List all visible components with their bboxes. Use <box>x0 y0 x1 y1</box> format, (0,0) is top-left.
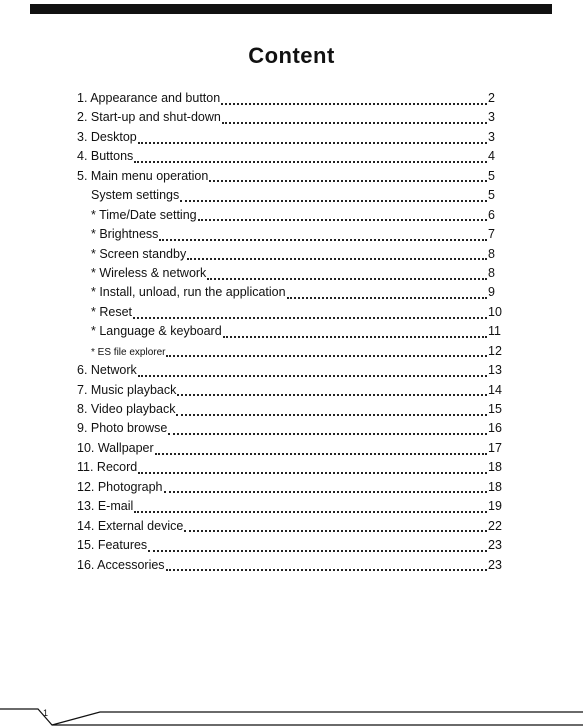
toc-entry-label: 12. Photograph <box>77 479 163 494</box>
toc-entry-label: * Screen standby <box>91 246 187 261</box>
toc-leader-dots <box>138 472 487 474</box>
toc-entry-label: 13. E-mail <box>77 499 134 514</box>
toc-leader-dots <box>138 375 487 377</box>
toc-leader-dots <box>166 569 487 571</box>
toc-entry[interactable] <box>77 517 504 536</box>
toc-entry-page: 14 <box>488 382 502 397</box>
toc-entry-page: 3 <box>488 110 495 125</box>
table-of-contents <box>77 89 504 575</box>
toc-subentry[interactable] <box>77 186 504 205</box>
page-title: Content <box>248 43 335 68</box>
toc-entry-page: 22 <box>488 518 502 533</box>
toc-subentry[interactable] <box>77 264 504 283</box>
toc-entry-label: 4. Buttons <box>77 149 134 164</box>
toc-entry-page: 18 <box>488 460 502 475</box>
toc-leader-dots <box>184 530 487 532</box>
toc-entry[interactable] <box>77 556 504 575</box>
toc-subentry[interactable] <box>77 245 504 264</box>
toc-leader-dots <box>133 317 487 319</box>
page-number: 1 <box>43 708 49 718</box>
toc-leader-dots <box>134 161 487 163</box>
toc-entry-label: 3. Desktop <box>77 129 137 144</box>
header-rule <box>30 4 552 14</box>
toc-entry-label: * Install, unload, run the application <box>91 285 286 300</box>
toc-entry-label: * Time/Date setting <box>91 207 197 222</box>
toc-entry-page: 23 <box>488 538 502 553</box>
toc-subentry[interactable] <box>77 303 504 322</box>
toc-leader-dots <box>166 355 487 357</box>
toc-entry[interactable] <box>77 497 504 516</box>
toc-leader-dots <box>148 550 487 552</box>
toc-entry-page: 13 <box>488 363 502 378</box>
toc-leader-dots <box>155 453 487 455</box>
footer-rule <box>0 700 583 727</box>
toc-entry-label: * Brightness <box>91 227 159 242</box>
toc-entry-page: 12 <box>488 343 502 358</box>
toc-leader-dots <box>287 297 487 299</box>
toc-entry-page: 15 <box>488 402 502 416</box>
toc-subentry[interactable] <box>77 225 504 244</box>
toc-entry-label: * Wireless & network <box>91 265 207 280</box>
toc-entry[interactable] <box>77 147 504 166</box>
toc-entry[interactable] <box>77 167 504 186</box>
toc-leader-dots <box>198 219 487 221</box>
toc-leader-dots <box>177 394 487 396</box>
toc-entry[interactable] <box>77 458 504 477</box>
toc-entry-label: 1. Appearance and button <box>77 91 221 105</box>
toc-leader-dots <box>207 278 487 280</box>
toc-entry-label: * ES file explorer <box>91 346 166 358</box>
toc-entry-label: 2. Start-up and shut-down <box>77 110 221 125</box>
toc-entry[interactable] <box>77 536 504 555</box>
toc-entry-label: 7. Music playback <box>77 382 177 397</box>
toc-entry-page: 4 <box>488 149 495 164</box>
toc-entry[interactable] <box>77 478 504 497</box>
toc-entry-page: 16 <box>488 421 502 436</box>
toc-entry-page: 10 <box>488 304 502 319</box>
toc-entry-label: 8. Video playback <box>77 402 176 416</box>
toc-leader-dots <box>221 103 487 105</box>
toc-entry-page: 7 <box>488 227 495 242</box>
toc-entry[interactable] <box>77 89 504 108</box>
toc-entry-page: 18 <box>488 479 502 494</box>
toc-leader-dots <box>159 239 487 241</box>
toc-leader-dots <box>180 200 487 202</box>
toc-entry[interactable] <box>77 128 504 147</box>
toc-leader-dots <box>187 258 487 260</box>
toc-entry-page: 8 <box>488 246 495 261</box>
toc-subentry[interactable] <box>77 283 504 302</box>
toc-entry[interactable] <box>77 419 504 438</box>
toc-entry[interactable] <box>77 381 504 400</box>
toc-subentry[interactable] <box>77 322 504 341</box>
toc-entry-page: 19 <box>488 499 502 514</box>
toc-entry-page: 3 <box>488 129 495 144</box>
toc-entry-page: 8 <box>488 265 495 280</box>
toc-leader-dots <box>222 122 487 124</box>
toc-entry[interactable] <box>77 439 504 458</box>
toc-entry-label: 14. External device <box>77 518 184 533</box>
toc-subentry[interactable] <box>77 342 504 361</box>
toc-entry[interactable] <box>77 361 504 380</box>
toc-leader-dots <box>134 511 487 513</box>
toc-entry[interactable] <box>77 400 504 419</box>
toc-entry-label: 11. Record <box>77 460 138 475</box>
toc-entry-label: System settings <box>91 188 180 203</box>
toc-leader-dots <box>209 180 487 182</box>
toc-entry-label: * Language & keyboard <box>91 324 222 339</box>
toc-entry-label: 10. Wallpaper <box>77 440 154 455</box>
toc-subentry[interactable] <box>77 206 504 225</box>
toc-entry-page: 23 <box>488 557 502 572</box>
toc-entry-label: 16. Accessories <box>77 557 165 572</box>
toc-entry-label: 6. Network <box>77 363 137 378</box>
toc-entry-page: 17 <box>488 440 502 455</box>
toc-entry-page: 6 <box>488 207 495 222</box>
toc-entry-page: 5 <box>488 168 495 183</box>
toc-entry-page: 5 <box>488 188 495 203</box>
toc-entry-label: 9. Photo browse <box>77 421 168 436</box>
toc-leader-dots <box>176 414 487 416</box>
toc-entry-label: 15. Features <box>77 538 148 553</box>
toc-leader-dots <box>223 336 487 338</box>
toc-entry-label: * Reset <box>91 304 132 319</box>
toc-leader-dots <box>168 433 487 435</box>
toc-entry-page: 2 <box>488 91 495 105</box>
toc-entry[interactable] <box>77 108 504 127</box>
toc-leader-dots <box>164 491 488 493</box>
toc-entry-page: 9 <box>488 285 495 300</box>
toc-entry-label: 5. Main menu operation <box>77 168 209 183</box>
toc-leader-dots <box>138 142 487 144</box>
toc-entry-page: 11 <box>488 324 501 339</box>
